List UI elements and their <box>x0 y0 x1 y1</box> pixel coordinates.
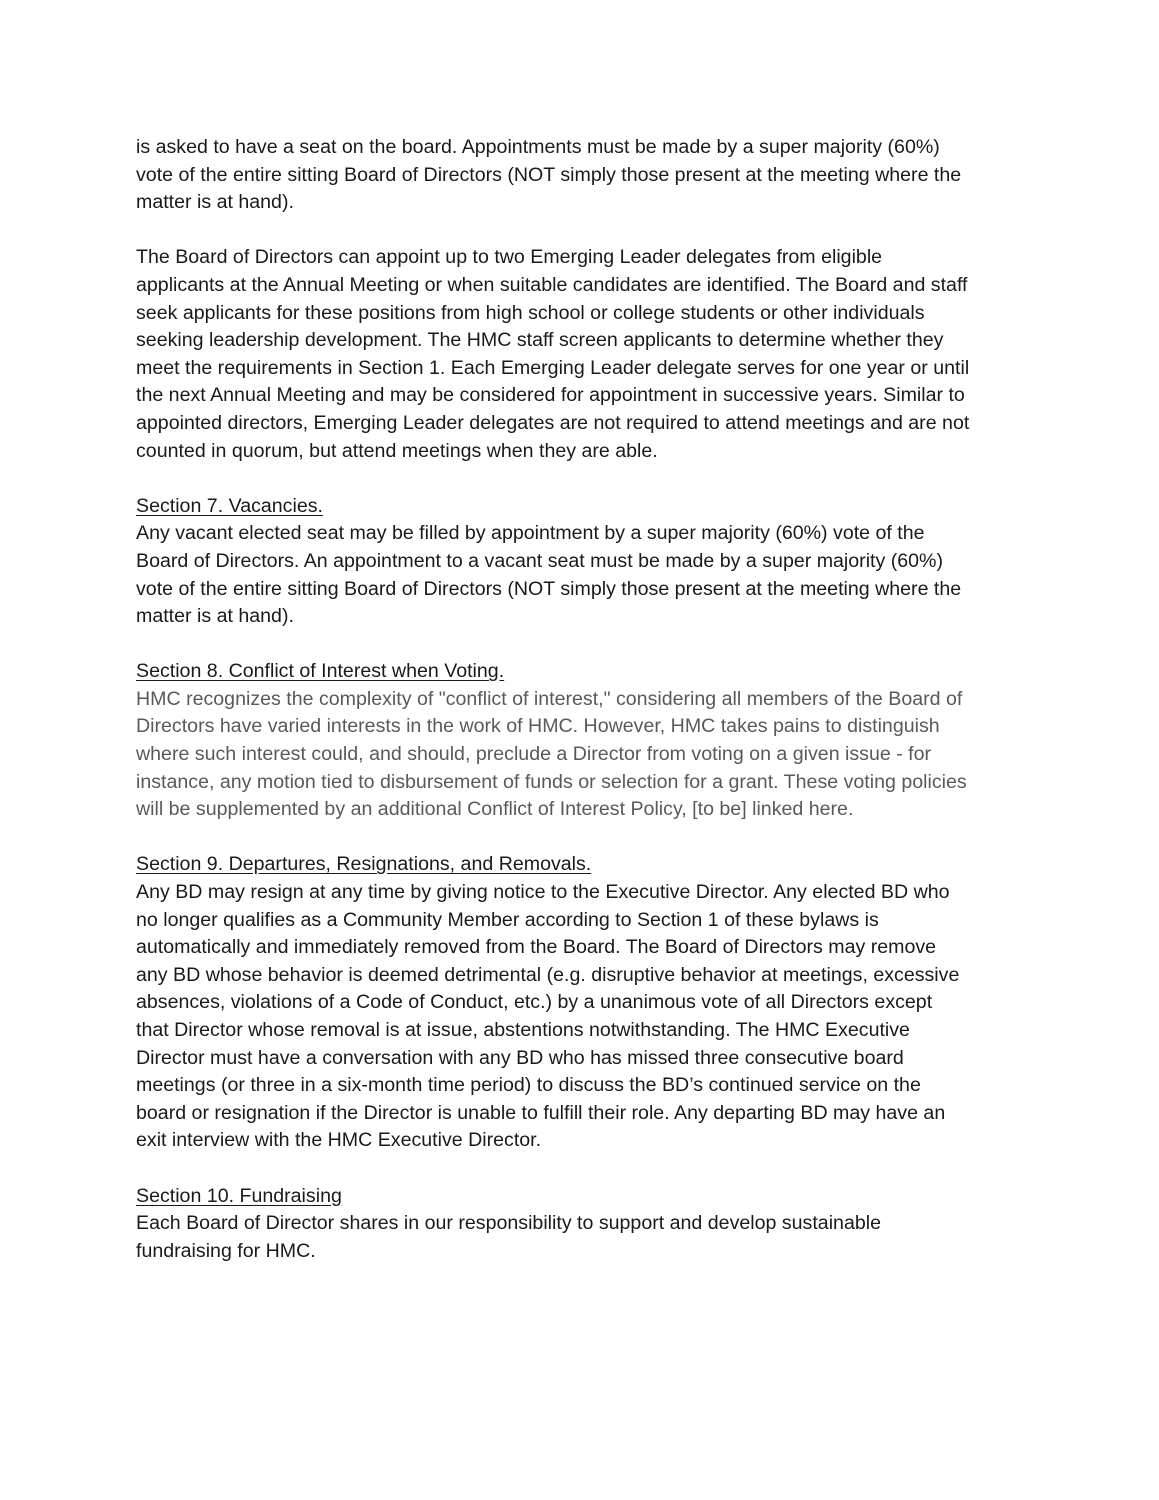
paragraph-line: matter is at hand). <box>136 605 294 628</box>
paragraph-line: vote of the entire sitting Board of Directors (NOT simply those present at the meeting where the <box>136 577 962 600</box>
paragraph-line: matter is at hand). <box>136 191 294 214</box>
paragraph-line: is asked to have a seat on the board. Appointments must be made by a super majority (60%) <box>136 136 940 158</box>
section-conflict-of-interest <box>136 658 1036 824</box>
section-heading: Section 9. Departures, Resignations, and Removals. <box>136 853 592 876</box>
paragraph-line: fundraising for HMC. <box>136 1239 316 1262</box>
paragraph-line: absences, violations of a Code of Conduct, etc.) by a unanimous vote of all Directors except <box>136 991 933 1014</box>
paragraph-line: board or resignation if the Director is unable to fulfill their role. Any departing BD may have an <box>136 1101 946 1124</box>
paragraph-line: Directors have varied interests in the work of HMC. However, HMC takes pains to distinguish <box>136 715 940 738</box>
paragraph-line: the next Annual Meeting and may be considered for appointment in successive years. Similar to <box>136 384 965 407</box>
paragraph-line: The Board of Directors can appoint up to two Emerging Leader delegates from eligible <box>136 246 883 269</box>
paragraph-line: vote of the entire sitting Board of Directors (NOT simply those present at the meeting where the <box>136 163 962 186</box>
paragraph-line: any BD whose behavior is deemed detrimental (e.g. disruptive behavior at meetings, excessive <box>136 963 960 986</box>
paragraph-line: Board of Directors. An appointment to a vacant seat must be made by a super majority (60%) <box>136 549 944 572</box>
emerging-leader-paragraph <box>136 244 1036 465</box>
paragraph-line: that Director whose removal is at issue, abstentions notwithstanding. The HMC Executive <box>136 1019 910 1041</box>
section-vacancies <box>136 493 1036 631</box>
paragraph-line: HMC recognizes the complexity of "conflict of interest," considering all members of the Board of <box>136 687 963 710</box>
paragraph-line: meet the requirements in Section 1. Each Emerging Leader delegate serves for one year or until <box>136 356 970 379</box>
section-heading: Section 10. Fundraising <box>136 1184 342 1207</box>
paragraph-line: Director must have a conversation with any BD who has missed three consecutive board <box>136 1046 904 1069</box>
paragraph-line: seek applicants for these positions from high school or college students or other individuals <box>136 301 925 324</box>
paragraph-line: no longer qualifies as a Community Member according to Section 1 of these bylaws is <box>136 908 879 931</box>
paragraph-line: applicants at the Annual Meeting or when suitable candidates are identified. The Board and staff <box>136 273 968 296</box>
paragraph-line: exit interview with the HMC Executive Director. <box>136 1129 542 1152</box>
paragraph-line: counted in quorum, but attend meetings when they are able. <box>136 439 658 462</box>
paragraph-line: Any BD may resign at any time by giving notice to the Executive Director. Any elected BD who <box>136 881 950 904</box>
section-heading: Section 8. Conflict of Interest when Voting. <box>136 660 505 683</box>
document-body <box>136 134 1036 1293</box>
paragraph-line: where such interest could, and should, preclude a Director from voting on a given issue - for <box>136 743 932 766</box>
paragraph-line: Each Board of Director shares in our responsibility to support and develop sustainable <box>136 1212 881 1235</box>
paragraph-line: meetings (or three in a six-month time period) to discuss the BD’s continued service on the <box>136 1074 921 1097</box>
paragraph-line: will be supplemented by an additional Conflict of Interest Policy, [to be] linked here. <box>136 798 854 821</box>
intro-paragraph <box>136 134 1036 217</box>
paragraph-line: Any vacant elected seat may be filled by appointment by a super majority (60%) vote of the <box>136 522 925 545</box>
section-departures <box>136 851 1036 1155</box>
section-fundraising <box>136 1183 1036 1266</box>
paragraph-line: automatically and immediately removed from the Board. The Board of Directors may remove <box>136 936 937 959</box>
section-heading: Section 7. Vacancies. <box>136 494 323 517</box>
paragraph-line: seeking leadership development. The HMC staff screen applicants to determine whether they <box>136 329 944 352</box>
paragraph-line: instance, any motion tied to disbursement of funds or selection for a grant. These voting policies <box>136 770 967 793</box>
paragraph-line: appointed directors, Emerging Leader delegates are not required to attend meetings and are not <box>136 411 970 434</box>
